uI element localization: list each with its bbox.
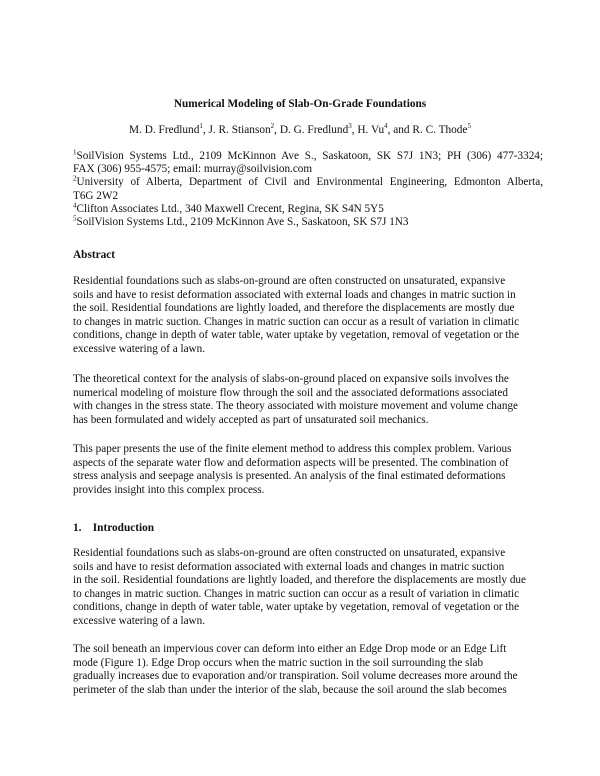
text-line: aspects of the separate water flow and deformation aspects will be presented. The combination of: [73, 456, 509, 469]
affiliation-sup: 5: [73, 214, 77, 223]
affiliation-sup: 4: [73, 201, 77, 210]
text-line: provides insight into this complex process.: [73, 483, 265, 496]
author-line: [0, 124, 600, 136]
text-line: The theoretical context for the analysis of slabs-on-ground placed on expansive soils involves the: [73, 373, 509, 385]
intro-paragraph-2: [73, 643, 548, 697]
paper-title: Numerical Modeling of Slab-On-Grade Foundations: [173, 98, 427, 110]
text-line: stress analysis and seepage analysis is presented. An analysis of the final estimated deformations: [73, 470, 506, 482]
section-title: Introduction: [92, 522, 155, 534]
author-sup: 2: [270, 122, 275, 131]
author-name: R. C. Thode: [412, 124, 468, 136]
abstract-paragraph-1: [73, 275, 548, 356]
affiliation-text: SoilVision Systems Ltd., 2109 McKinnon Ave S., Saskatoon, SK S7J 1N3: [76, 216, 409, 229]
affiliation-sup: 2: [73, 174, 77, 183]
section-number: 1.: [73, 522, 82, 534]
text-line: soils and have to resist deformation associated with external loads and changes in matric suction: [73, 560, 505, 573]
text-line: in the soil. Residential foundations are lightly loaded, and therefore the displacements are mostly due: [73, 574, 526, 586]
affiliation-sup: 1: [73, 148, 77, 157]
affiliation-5: [73, 216, 543, 229]
author-separator: ,: [202, 124, 209, 136]
text-line: perimeter of the slab than under the interior of the slab, because the soil around the slab becomes: [73, 683, 507, 696]
text-line: Residential foundations such as slabs-on-ground are often constructed on unsaturated, expansive: [73, 547, 506, 559]
text-line: conditions, change in depth of water table, water uptake by vegetation, removal of vegetation or the: [73, 601, 520, 613]
author-sup: 3: [348, 122, 352, 131]
affiliation-4: [73, 203, 543, 216]
text-line: soils and have to resist deformation associated with external loads and changes in matric suction in: [73, 288, 516, 301]
text-line: with changes in the stress state. The theory associated with moisture movement and volume change: [73, 400, 519, 412]
text-line: to changes in matric suction. Changes in matric suction can occur as a result of variation in climatic: [73, 587, 520, 600]
author-sup: 5: [467, 122, 471, 131]
text-line: The soil beneath an impervious cover can deform into either an Edge Drop mode or an Edge Lift: [73, 643, 507, 655]
author-sup: 1: [199, 122, 203, 131]
author-name: J. R. Stianson: [208, 124, 271, 136]
author-separator: ,: [274, 124, 280, 136]
abstract-heading: Abstract: [73, 249, 116, 261]
affiliation-text: SoilVision Systems Ltd., 2109 McKinnon Ave S., Saskatoon, SK S7J 1N3; PH (306) 477-3324;: [76, 150, 543, 162]
text-line: mode (Figure 1). Edge Drop occurs when the matric suction in the soil surrounding the slab: [73, 656, 484, 669]
author-separator: , and: [387, 124, 413, 136]
text-line: Residential foundations such as slabs-on-ground are often constructed on unsaturated, expansive: [73, 275, 506, 287]
intro-paragraph-1: [73, 547, 548, 628]
abstract-paragraph-2: [73, 373, 548, 427]
text-line: excessive watering of a lawn.: [73, 614, 206, 627]
text-line: conditions, change in depth of water table, water uptake by vegetation, removal of vegetation or the: [73, 329, 520, 341]
author-name: H. Vu: [357, 124, 385, 136]
affiliation-2: [73, 176, 543, 189]
text-line: gradually increases due to evaporation and/or transpiration. Soil volume decreases more around the: [73, 670, 518, 682]
abstract-paragraph-3: [73, 443, 548, 497]
section-heading-introduction: [73, 522, 154, 534]
text-line: This paper presents the use of the finite element method to address this complex problem. Various: [73, 443, 512, 455]
author-separator: ,: [351, 124, 358, 136]
text-line: to changes in matric suction. Changes in matric suction can occur as a result of variation in climatic: [73, 315, 520, 328]
text-line: the soil. Residential foundations are lightly loaded, and therefore the displacements are mostly due: [73, 302, 515, 314]
affiliations: [73, 150, 543, 229]
affiliation-1: [73, 150, 543, 163]
text-line: has been formulated and widely accepted as part of unsaturated soil mechanics.: [73, 413, 429, 426]
author-name: D. G. Fredlund: [279, 124, 349, 136]
affiliation-2-cont: T6G 2W2: [73, 189, 119, 202]
text-line: excessive watering of a lawn.: [73, 342, 206, 355]
affiliation-text: University of Alberta, Department of Civil and Environmental Engineering, Edmonton Alberta,: [76, 176, 543, 189]
author-name: M. D. Fredlund: [129, 124, 200, 136]
author-sup: 4: [384, 122, 388, 131]
text-line: numerical modeling of moisture flow through the soil and the associated deformations associated: [73, 386, 508, 399]
affiliation-1-cont: FAX (306) 955-4575; email: murray@soilvision.com: [73, 163, 313, 176]
affiliation-text: Clifton Associates Ltd., 340 Maxwell Crecent, Regina, SK S4N 5Y5: [76, 202, 384, 215]
